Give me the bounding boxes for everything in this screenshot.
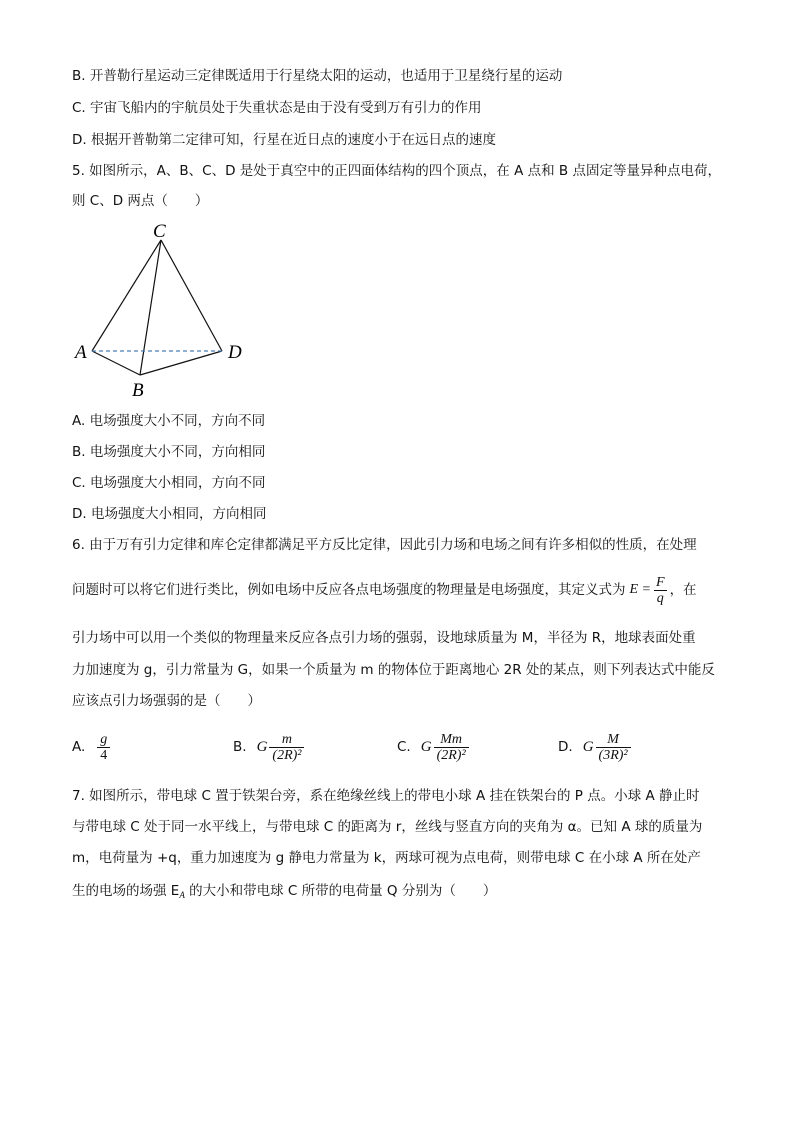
vertex-label-d: D bbox=[228, 342, 242, 363]
q5-stem-line-1: 5. 如图所示，A、B、C、D 是处于真空中的正四面体结构的四个顶点，在 A 点和 B 点固定等量异种点电荷， bbox=[72, 163, 721, 179]
q6-stem-line-2-tail: ，在 bbox=[669, 582, 697, 598]
q6-stem-line-4: 力加速度为 g，引力常量为 G，如果一个质量为 m 的物体位于距离地心 2R 处的某点，则下列表达式中能反 bbox=[72, 662, 715, 678]
q6-option-d bbox=[558, 722, 633, 772]
q6-option-b-numerator: m bbox=[281, 731, 292, 747]
q6-option-c-label: C. bbox=[397, 739, 411, 755]
q5-option-d: D. 电场强度大小相同，方向相同 bbox=[72, 506, 267, 522]
q6-option-a bbox=[72, 722, 112, 772]
formula-e-lhs: E = bbox=[629, 582, 651, 597]
q6-option-c-constant: G bbox=[420, 738, 432, 755]
q6-option-b-label: B. bbox=[233, 739, 247, 755]
q5-option-a: A. 电场强度大小不同，方向不同 bbox=[72, 413, 266, 429]
q6-stem-line-5: 应该点引力场强弱的是（ ） bbox=[72, 693, 261, 709]
q6-option-d-constant: G bbox=[582, 738, 594, 755]
q7-stem-line-2: 与带电球 C 处于同一水平线上，与带电球 C 的距离为 r，丝线与竖直方向的夹角为 α。已知 A 球的质量为 bbox=[72, 819, 703, 835]
q4-option-b: B. 开普勒行星运动三定律既适用于行星绕太阳的运动，也适用于卫星绕行星的运动 bbox=[72, 68, 563, 84]
q6-option-c-fraction bbox=[434, 732, 469, 763]
q6-option-d-numerator: M bbox=[607, 731, 619, 747]
q6-option-b-fraction bbox=[269, 732, 304, 763]
q6-option-a-denominator: 4 bbox=[97, 747, 110, 763]
q6-option-d-label: D. bbox=[558, 739, 573, 755]
edge-ab bbox=[92, 351, 140, 375]
q7-stem-line-3: m，电荷量为 +q，重力加速度为 g 静电力常量为 k，两球可视为点电荷，则带电球 C 在小球 A 所在处产 bbox=[72, 850, 701, 866]
q6-option-c-denominator: (2R)² bbox=[434, 747, 469, 763]
q6-option-b-formula bbox=[257, 732, 307, 763]
q6-option-b-denominator: (2R)² bbox=[269, 747, 304, 763]
edge-cd bbox=[161, 240, 222, 351]
formula-e-denominator: q bbox=[654, 590, 667, 606]
q6-stem-line-1: 6. 由于万有引力定律和库仑定律都满足平方反比定律，因此引力场和电场之间有许多相似的性质，在处理 bbox=[72, 537, 697, 553]
q6-stem-line-3: 引力场中可以用一个类似的物理量来反应各点引力场的强弱，设地球质量为 M，半径为 R，地球表面处重 bbox=[72, 630, 696, 646]
formula-e-numerator: F bbox=[656, 574, 665, 590]
vertex-label-b: B bbox=[132, 380, 144, 401]
q6-option-d-fraction bbox=[596, 732, 631, 763]
q6-option-b bbox=[233, 722, 306, 772]
q5-option-c: C. 电场强度大小相同，方向不同 bbox=[72, 475, 266, 491]
q6-option-d-denominator: (3R)² bbox=[596, 747, 631, 763]
q6-stem-line-2 bbox=[72, 568, 697, 612]
q6-option-c-formula bbox=[421, 732, 471, 763]
edge-ac bbox=[92, 240, 161, 351]
edge-bd bbox=[140, 351, 222, 375]
q7-stem-line-4 bbox=[72, 882, 496, 904]
q5-stem-line-2: 则 C、D 两点（ ） bbox=[72, 193, 209, 209]
vertex-label-a: A bbox=[75, 342, 87, 363]
q6-option-b-constant: G bbox=[256, 738, 268, 755]
q5-option-b: B. 电场强度大小不同，方向相同 bbox=[72, 444, 266, 460]
q6-option-c bbox=[397, 722, 471, 772]
q7-stem-line-4-text: 生的电场的场强 E bbox=[72, 883, 180, 899]
q6-option-c-numerator: Mm bbox=[440, 731, 462, 747]
q7-stem-line-1: 7. 如图所示，带电球 C 置于铁架台旁，系在绝缘丝线上的带电小球 A 挂在铁架台的 P 点。小球 A 静止时 bbox=[72, 788, 700, 804]
vertex-label-c: C bbox=[153, 221, 166, 242]
edge-cb bbox=[140, 240, 161, 375]
q7-stem-line-4-tail: 的大小和带电球 C 所带的电荷量 Q 分别为（ ） bbox=[184, 883, 497, 899]
field-subscript: A bbox=[179, 890, 185, 900]
q4-option-d: D. 根据开普勒第二定律可知，行星在近日点的速度小于在远日点的速度 bbox=[72, 132, 496, 148]
q6-option-a-numerator: g bbox=[100, 731, 108, 747]
q6-option-a-fraction bbox=[97, 732, 110, 763]
q6-option-a-label: A. bbox=[72, 739, 86, 755]
tetrahedron-diagram bbox=[72, 218, 252, 404]
q6-stem-line-2-text: 问题时可以将它们进行类比，例如电场中反应各点电场强度的物理量是电场强度，其定义式为 bbox=[72, 582, 626, 598]
q6-option-d-formula bbox=[583, 732, 633, 763]
q4-option-c: C. 宇宙飞船内的宇航员处于失重状态是由于没有受到万有引力的作用 bbox=[72, 100, 482, 116]
formula-e-fraction bbox=[653, 575, 668, 606]
